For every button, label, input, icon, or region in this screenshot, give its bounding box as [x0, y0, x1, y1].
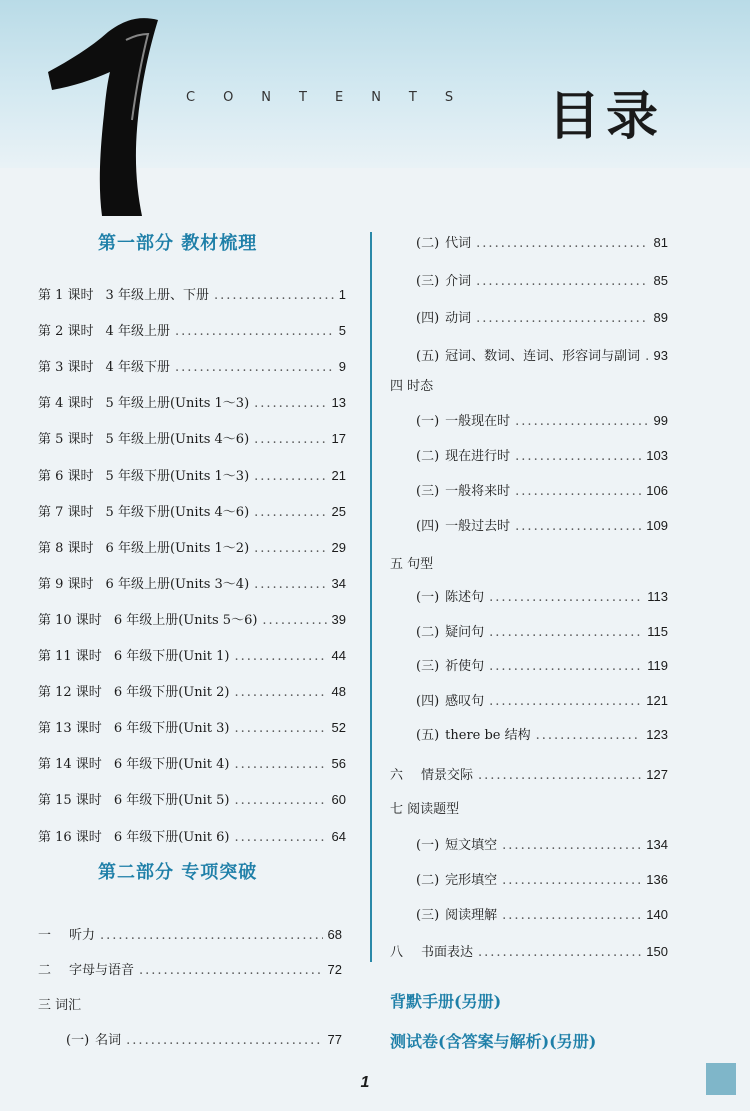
toc-entry-number: 八	[390, 945, 404, 960]
toc-entry[interactable]	[416, 307, 668, 326]
page-title: 目录	[548, 87, 665, 147]
toc-entry[interactable]	[38, 789, 346, 808]
toc-entry[interactable]	[416, 410, 668, 429]
toc-entry-page: 93	[653, 347, 668, 363]
toc-entry-number: (二)	[416, 624, 440, 640]
toc-entry-title: 冠词、数词、连词、形容词与副词	[445, 348, 641, 364]
toc-entry-number: 第 3 课时	[38, 360, 94, 376]
toc-entry-page: 39	[331, 611, 346, 627]
toc-entry[interactable]	[416, 586, 668, 605]
toc-entry-page: 64	[331, 828, 346, 844]
toc-entry-title: 短文填空	[445, 838, 498, 853]
toc-entry-title: 一般过去时	[445, 519, 511, 534]
vocab-heading: 三 词汇	[38, 998, 82, 1013]
tense-heading: 四 时态	[390, 379, 434, 394]
contents-word: CONTENTS	[186, 90, 482, 105]
toc-entry-title: 4 年级上册	[105, 324, 170, 340]
toc-entry-number: 第 9 课时	[38, 576, 94, 592]
dot-leader	[254, 432, 326, 447]
toc-entry-number: (二)	[416, 873, 440, 888]
dot-leader	[234, 721, 326, 736]
toc-entry-number: (一)	[416, 590, 440, 605]
toc-entry-title: 3 年级上册、下册	[105, 288, 209, 303]
toc-entry-title: 现在进行时	[445, 449, 511, 464]
toc-entry-title: 一般现在时	[445, 414, 511, 429]
page-number: 1	[360, 1074, 370, 1091]
toc-entry-page: 81	[653, 235, 668, 250]
toc-entry[interactable]	[38, 356, 346, 375]
toc-entry-title: 6 年级上册(Units 5～6)	[113, 612, 258, 628]
toc-entry-number: (一)	[416, 414, 440, 429]
numeral-one-graphic	[30, 10, 180, 220]
dot-leader	[536, 728, 642, 743]
dot-leader	[234, 685, 326, 700]
dot-leader	[254, 577, 326, 592]
toc-entry-page: 121	[646, 692, 668, 708]
toc-entry-title: 4 年级下册	[105, 360, 170, 376]
toc-entry-title: 6 年级上册(Units 3～4)	[105, 576, 250, 592]
toc-entry-number: (一)	[416, 838, 440, 853]
dot-leader	[476, 274, 648, 289]
toc-entry[interactable]	[416, 270, 668, 289]
toc-entry-page: 72	[327, 962, 342, 977]
dot-leader	[489, 659, 642, 674]
toc-entry-title: 6 年级下册(Unit 6)	[113, 829, 230, 845]
dot-leader	[254, 541, 326, 556]
toc-entry-number: (二)	[416, 236, 440, 251]
toc-entry[interactable]	[390, 941, 668, 960]
toc-entry[interactable]	[38, 959, 342, 978]
dot-leader	[234, 757, 326, 772]
dot-leader	[502, 873, 641, 888]
toc-entry-page: 44	[331, 648, 346, 663]
toc-entry[interactable]	[416, 232, 668, 251]
toc-entry-page: 77	[327, 1032, 342, 1047]
toc-entry[interactable]	[38, 392, 346, 411]
toc-entry-page: 150	[646, 944, 668, 959]
toc-entry-number: 六	[390, 768, 404, 783]
toc-entry-title: 6 年级下册(Unit 4)	[113, 757, 230, 773]
dot-leader	[515, 484, 641, 499]
toc-entry-title: 感叹句	[445, 693, 485, 709]
column-divider	[370, 232, 372, 962]
dot-leader	[234, 793, 326, 808]
dot-leader	[515, 414, 648, 429]
dot-leader	[254, 505, 326, 520]
toc-entry-number: 第 14 课时	[38, 757, 102, 773]
toc-entry[interactable]	[38, 501, 346, 520]
toc-entry-page: 60	[331, 792, 346, 808]
toc-entry[interactable]	[416, 724, 668, 743]
toc-entry-number: (三)	[416, 273, 440, 289]
toc-entry-number: (五)	[416, 348, 440, 364]
toc-entry-number: (三)	[416, 908, 440, 923]
toc-entry-page: 56	[331, 756, 346, 772]
toc-entry-number: (五)	[416, 728, 440, 743]
toc-entry-page: 134	[646, 837, 668, 852]
toc-entry-number: 第 8 课时	[38, 540, 94, 556]
toc-entry[interactable]	[416, 345, 668, 364]
toc-entry-page: 99	[653, 413, 668, 428]
toc-entry[interactable]	[416, 445, 668, 464]
toc-entry-number: 第 11 课时	[38, 649, 102, 664]
dot-leader	[478, 945, 641, 960]
toc-entry-title: 6 年级下册(Unit 5)	[113, 793, 230, 809]
toc-entry-number: 第 13 课时	[38, 721, 102, 737]
toc-entry-title: 祈使句	[445, 659, 485, 674]
toc-entry-page: 127	[646, 767, 668, 782]
toc-entry[interactable]	[38, 428, 346, 447]
dot-leader	[502, 838, 641, 853]
toc-entry-title: 字母与语音	[69, 963, 135, 978]
toc-entry-page: 136	[646, 872, 668, 887]
toc-entry-page: 123	[646, 727, 668, 742]
dot-leader	[126, 1033, 322, 1048]
toc-entry-title: 完形填空	[445, 873, 498, 888]
toc-entry-title: 5 年级下册(Units 1～3)	[105, 468, 250, 484]
sentence-heading: 五 句型	[390, 557, 434, 572]
toc-entry-number: 第 16 课时	[38, 829, 102, 845]
dot-leader	[645, 349, 648, 364]
toc-entry[interactable]	[416, 515, 668, 534]
toc-entry-title: 动词	[445, 311, 472, 326]
dot-leader	[489, 625, 642, 640]
toc-entry-number: 第 15 课时	[38, 793, 102, 809]
toc-entry[interactable]	[38, 717, 346, 736]
toc-entry-title: 疑问句	[445, 624, 485, 640]
handbook-link[interactable]: 背默手册(另册)	[390, 992, 502, 1011]
toc-entry-number: 第 4 课时	[38, 396, 94, 412]
dot-leader	[478, 768, 641, 783]
toc-entry[interactable]	[38, 826, 346, 845]
toc-entry-page: 13	[331, 395, 346, 411]
toc-entry[interactable]	[38, 645, 346, 664]
toc-entry[interactable]	[416, 655, 668, 674]
toc-entry-title: 5 年级上册(Units 4～6)	[105, 432, 250, 448]
toc-entry-page: 113	[647, 589, 668, 604]
toc-entry[interactable]	[38, 537, 346, 556]
toc-entry-number: 第 10 课时	[38, 612, 102, 628]
toc-entry-page: 119	[647, 658, 668, 673]
toc-entry-title: 5 年级下册(Units 4～6)	[105, 504, 250, 520]
toc-entry-title: 6 年级下册(Unit 1)	[113, 649, 230, 664]
toc-entry-page: 85	[653, 272, 668, 288]
toc-entry-title: 情景交际	[421, 768, 474, 783]
part2-heading: 第二部分 专项突破	[98, 862, 258, 883]
toc-entry-title: 5 年级上册(Units 1～3)	[105, 396, 250, 412]
dot-leader	[489, 694, 641, 709]
toc-entry-number: (二)	[416, 449, 440, 464]
toc-entry-number: 第 6 课时	[38, 468, 94, 484]
toc-entry-page: 52	[331, 720, 346, 736]
toc-entry[interactable]	[38, 609, 346, 628]
toc-entry[interactable]	[38, 753, 346, 772]
dot-leader	[254, 396, 326, 411]
toc-entry-page: 103	[646, 448, 668, 463]
toc-entry-number: 第 1 课时	[38, 288, 94, 303]
toc-entry-title: there be 结构	[445, 728, 531, 743]
toc-entry-page: 29	[331, 539, 346, 555]
corner-mark	[706, 1063, 736, 1095]
dot-leader	[234, 649, 326, 664]
dot-leader	[502, 908, 641, 923]
toc-entry-title: 6 年级上册(Units 1～2)	[105, 540, 250, 556]
toc-entry[interactable]	[38, 465, 346, 484]
toc-entry-page: 17	[331, 431, 346, 447]
toc-entry-number: (三)	[416, 484, 440, 499]
toc-entry-page: 140	[646, 907, 668, 922]
tests-link[interactable]: 测试卷(含答案与解析)(另册)	[390, 1032, 597, 1051]
dot-leader	[476, 236, 648, 251]
toc-entry-title: 书面表达	[421, 945, 474, 960]
toc-entry-number: 第 2 课时	[38, 324, 94, 340]
toc-entry-title: 6 年级下册(Unit 3)	[113, 721, 230, 737]
toc-entry[interactable]	[38, 681, 346, 700]
toc-entry[interactable]	[416, 690, 668, 709]
dot-leader	[515, 519, 641, 534]
toc-entry-title: 陈述句	[445, 590, 485, 605]
toc-entry-number: (四)	[416, 311, 440, 326]
toc-entry-page: 48	[331, 684, 346, 700]
toc-entry[interactable]	[66, 1029, 342, 1048]
toc-entry[interactable]	[38, 573, 346, 592]
toc-entry-page: 1	[338, 287, 346, 302]
toc-entry[interactable]	[416, 869, 668, 888]
toc-entry-number: (四)	[416, 519, 440, 534]
dot-leader	[175, 360, 334, 375]
toc-entry-title: 一般将来时	[445, 484, 511, 499]
dot-leader	[515, 449, 641, 464]
toc-entry-number: 第 12 课时	[38, 685, 102, 701]
dot-leader	[489, 590, 642, 605]
toc-entry-number: (一)	[66, 1033, 90, 1048]
toc-entry-page: 21	[331, 467, 346, 483]
toc-entry-page: 9	[338, 359, 346, 375]
dot-leader	[214, 288, 334, 303]
toc-entry-title: 阅读理解	[445, 908, 498, 923]
toc-entry-number: 第 5 课时	[38, 432, 94, 448]
dot-leader	[175, 324, 334, 339]
toc-entry-page: 25	[331, 503, 346, 519]
toc-entry[interactable]	[416, 480, 668, 499]
toc-entry[interactable]	[38, 284, 346, 303]
toc-entry-title: 名词	[95, 1033, 122, 1048]
toc-entry-page: 89	[653, 310, 668, 325]
toc-entry[interactable]	[390, 764, 668, 783]
toc-entry[interactable]	[416, 904, 668, 923]
dot-leader	[254, 469, 326, 484]
reading-heading: 七 阅读题型	[390, 802, 460, 817]
part1-heading: 第一部分 教材梳理	[98, 233, 258, 254]
toc-entry-number: 第 7 课时	[38, 504, 94, 520]
toc-entry-number: 二	[38, 963, 52, 978]
toc-entry-title: 介词	[445, 273, 472, 289]
toc-entry[interactable]	[416, 621, 668, 640]
dot-leader	[476, 311, 648, 326]
toc-entry[interactable]	[38, 924, 342, 943]
toc-entry-page: 5	[338, 323, 346, 339]
dot-leader	[139, 963, 323, 978]
toc-entry-title: 代词	[445, 236, 472, 251]
toc-entry-number: 一	[38, 928, 52, 943]
dot-leader	[262, 613, 326, 628]
toc-entry-page: 106	[646, 483, 668, 498]
toc-entry-page: 68	[327, 927, 342, 942]
dot-leader	[234, 830, 326, 845]
toc-entry-number: (三)	[416, 659, 440, 674]
toc-entry-page: 34	[331, 575, 346, 591]
toc-entry-title: 听力	[69, 928, 96, 943]
toc-entry-page: 109	[646, 518, 668, 533]
toc-entry[interactable]	[38, 320, 346, 339]
toc-entry[interactable]	[416, 834, 668, 853]
toc-entry-number: (四)	[416, 693, 440, 709]
toc-entry-page: 115	[647, 623, 668, 639]
dot-leader	[100, 928, 323, 943]
toc-entry-title: 6 年级下册(Unit 2)	[113, 685, 230, 701]
